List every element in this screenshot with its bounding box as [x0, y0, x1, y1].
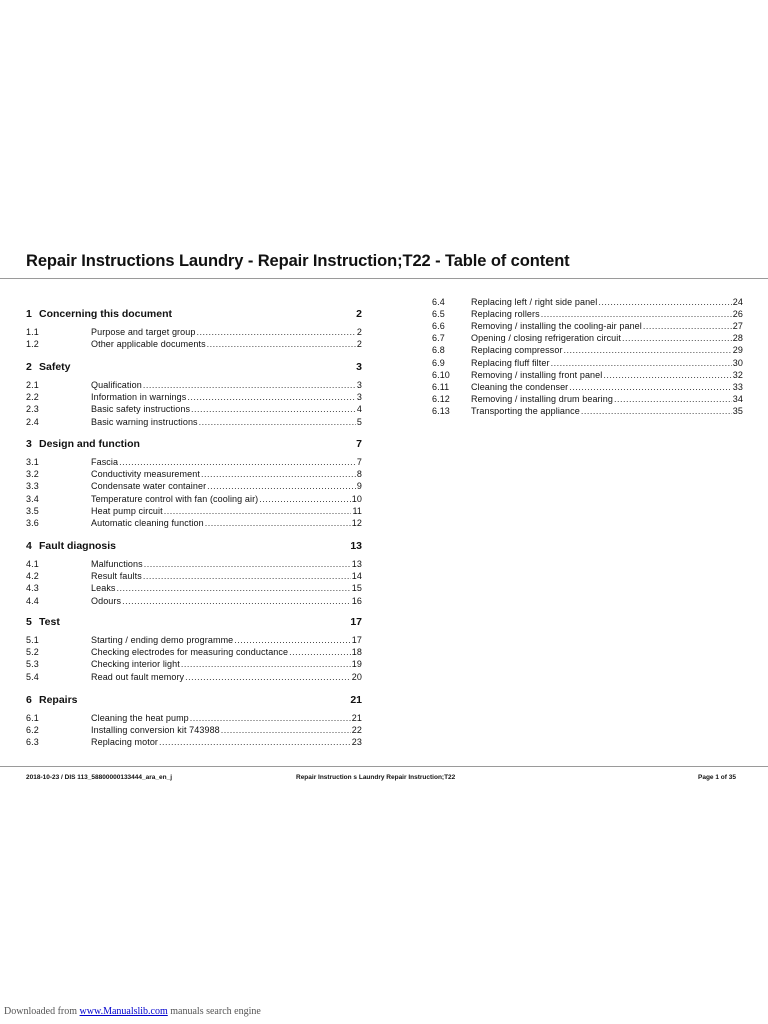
- section-heading-text: [26, 540, 116, 552]
- entry-label: Replacing compressor: [471, 345, 563, 356]
- dot-leader: [181, 659, 351, 669]
- dot-leader: [622, 333, 732, 343]
- toc-entry[interactable]: [26, 494, 362, 504]
- entry-label: Removing / installing drum bearing: [471, 393, 613, 404]
- toc-entry[interactable]: [26, 392, 362, 402]
- entry-page: 26: [732, 309, 743, 320]
- entry-page: 23: [351, 737, 362, 748]
- entry-number: 3.2: [26, 469, 39, 480]
- section-number: 4: [26, 540, 32, 552]
- dot-leader: [207, 339, 356, 349]
- section-number: 5: [26, 616, 32, 628]
- toc-entry[interactable]: [432, 394, 743, 404]
- manualslib-link[interactable]: www.Manualslib.com: [79, 1006, 168, 1017]
- page-title: Repair Instructions Laundry - Repair Instruction;T22 - Table of content: [26, 252, 570, 270]
- toc-entry[interactable]: [26, 417, 362, 427]
- entry-number: 6.6: [432, 321, 445, 332]
- entry-page: 15: [351, 583, 362, 594]
- dot-leader: [119, 457, 356, 467]
- dot-leader: [603, 370, 731, 380]
- entry-number: 6.7: [432, 333, 445, 344]
- entry-page: 9: [356, 481, 362, 492]
- entry-number: 6.4: [432, 297, 445, 307]
- entry-page: 10: [351, 493, 362, 504]
- section-heading-text: [26, 616, 60, 628]
- entry-page: 21: [351, 713, 362, 723]
- dot-leader: [122, 596, 351, 606]
- toc-entry[interactable]: [432, 370, 743, 380]
- entry-number: 5.4: [26, 671, 39, 682]
- dot-leader: [551, 358, 732, 368]
- toc-entry[interactable]: [432, 406, 743, 416]
- section-heading-text: [26, 694, 78, 706]
- footer-document-id: 2018-10-23 / DIS 113_58800000133444_ara_en_j: [26, 774, 173, 781]
- dot-leader: [643, 321, 732, 331]
- entry-page: 22: [351, 725, 362, 736]
- entry-page: 29: [732, 345, 743, 356]
- entry-page: 3: [356, 392, 362, 403]
- entry-label: Read out fault memory: [91, 671, 185, 682]
- toc-entry[interactable]: [432, 382, 743, 392]
- entry-number: 6.1: [26, 713, 39, 723]
- entry-label: Purpose and target group: [91, 327, 196, 337]
- dot-leader: [117, 583, 351, 593]
- toc-entry[interactable]: [26, 737, 362, 747]
- entry-page: 12: [351, 518, 362, 528]
- section-page: 13: [350, 540, 362, 552]
- toc-entry[interactable]: [432, 309, 743, 319]
- entry-page: 3: [356, 380, 362, 390]
- entry-page: 14: [351, 571, 362, 582]
- entry-page: 32: [732, 369, 743, 380]
- footer-page-number: Page 1 of 35: [698, 774, 736, 781]
- entry-number: 3.1: [26, 457, 39, 467]
- dot-leader: [259, 494, 351, 504]
- entry-label: Condensate water container: [91, 481, 207, 492]
- entry-number: 4.2: [26, 571, 39, 582]
- toc-section-heading[interactable]: [26, 308, 362, 320]
- dot-leader: [201, 469, 356, 479]
- toc-entry[interactable]: [26, 327, 362, 337]
- entry-label: Result faults: [91, 571, 142, 582]
- section-title: Test: [39, 616, 60, 628]
- dot-leader: [143, 571, 351, 581]
- toc-entry[interactable]: [26, 469, 362, 479]
- entry-label: Basic warning instructions: [91, 416, 198, 427]
- entry-page: 34: [732, 393, 743, 404]
- entry-label: Removing / installing front panel: [471, 369, 603, 380]
- dot-leader: [205, 518, 351, 528]
- entry-label: Malfunctions: [91, 559, 143, 569]
- toc-entry[interactable]: [432, 321, 743, 331]
- toc-entry[interactable]: [26, 635, 362, 645]
- entry-number: 2.3: [26, 404, 39, 415]
- entry-page: 33: [732, 381, 743, 392]
- section-page: 7: [356, 438, 362, 450]
- entry-number: 1.1: [26, 327, 39, 337]
- download-suffix: manuals search engine: [170, 1006, 261, 1017]
- footer-divider: [0, 766, 768, 767]
- dot-leader: [144, 559, 351, 569]
- section-heading-text: [26, 438, 140, 450]
- entry-number: 4.1: [26, 559, 39, 569]
- dot-leader: [143, 380, 356, 390]
- entry-number: 2.4: [26, 416, 39, 427]
- entry-label: Other applicable documents: [91, 339, 206, 350]
- toc-entry[interactable]: [26, 481, 362, 491]
- entry-page: 5: [356, 416, 362, 427]
- entry-number: 3.4: [26, 493, 39, 504]
- entry-page: 30: [732, 357, 743, 368]
- toc-entry[interactable]: [26, 583, 362, 593]
- section-number: 1: [26, 308, 32, 320]
- entry-page: 28: [732, 333, 743, 344]
- entry-number: 2.2: [26, 392, 39, 403]
- dot-leader: [196, 327, 355, 337]
- dot-leader: [289, 647, 351, 657]
- toc-entry[interactable]: [26, 457, 362, 467]
- toc-entry[interactable]: [432, 333, 743, 343]
- toc-entry[interactable]: [26, 672, 362, 682]
- entry-label: Replacing fluff filter: [471, 357, 550, 368]
- entry-label: Conductivity measurement: [91, 469, 200, 480]
- entry-page: 8: [356, 469, 362, 480]
- entry-label: Cleaning the heat pump: [91, 713, 189, 723]
- entry-page: 19: [351, 659, 362, 670]
- dot-leader: [185, 672, 351, 682]
- entry-label: Removing / installing the cooling-air panel: [471, 321, 642, 332]
- toc-entry[interactable]: [26, 380, 362, 390]
- entry-page: 16: [351, 595, 362, 606]
- entry-page: 18: [351, 647, 362, 658]
- dot-leader: [199, 417, 356, 427]
- entry-number: 6.3: [26, 737, 39, 748]
- entry-number: 6.9: [432, 357, 445, 368]
- entry-number: 3.6: [26, 518, 39, 528]
- entry-page: 2: [356, 327, 362, 337]
- dot-leader: [564, 345, 732, 355]
- header-divider: [0, 278, 768, 279]
- entry-number: 5.3: [26, 659, 39, 670]
- entry-number: 5.1: [26, 635, 39, 645]
- entry-label: Replacing left / right side panel: [471, 297, 598, 307]
- section-title: Repairs: [39, 694, 78, 706]
- section-title: Concerning this document: [39, 308, 173, 320]
- download-notice: [4, 1006, 261, 1017]
- entry-label: Replacing rollers: [471, 309, 540, 320]
- toc-entry[interactable]: [26, 559, 362, 569]
- entry-label: Information in warnings: [91, 392, 187, 403]
- dot-leader: [190, 713, 351, 723]
- footer-document-title: Repair Instruction s Laundry Repair Instruction;T22: [296, 774, 456, 781]
- entry-page: 2: [356, 339, 362, 350]
- entry-page: 4: [356, 404, 362, 415]
- section-page: 2: [356, 308, 362, 320]
- section-heading-text: [26, 308, 172, 320]
- entry-label: Opening / closing refrigeration circuit: [471, 333, 621, 344]
- entry-page: 35: [732, 405, 743, 416]
- entry-number: 4.4: [26, 595, 39, 606]
- toc-entry[interactable]: [26, 506, 362, 516]
- entry-number: 6.10: [432, 369, 450, 380]
- entry-label: Replacing motor: [91, 737, 159, 748]
- toc-section-heading[interactable]: [26, 694, 362, 706]
- entry-number: 6.12: [432, 393, 450, 404]
- toc-entry[interactable]: [26, 647, 362, 657]
- entry-number: 1.2: [26, 339, 39, 350]
- download-prefix: Downloaded from: [4, 1006, 78, 1017]
- entry-page: 24: [732, 297, 743, 307]
- toc-section-heading[interactable]: [26, 540, 362, 552]
- entry-number: 2.1: [26, 380, 39, 390]
- section-page: 17: [350, 616, 362, 628]
- section-page: 21: [350, 694, 362, 706]
- entry-number: 4.3: [26, 583, 39, 594]
- dot-leader: [164, 506, 352, 516]
- entry-label: Temperature control with fan (cooling air): [91, 493, 259, 504]
- dot-leader: [191, 404, 356, 414]
- entry-page: 11: [352, 505, 362, 516]
- entry-label: Automatic cleaning function: [91, 518, 204, 528]
- entry-page: 17: [351, 635, 362, 645]
- dot-leader: [541, 309, 732, 319]
- entry-label: Cleaning the condenser: [471, 381, 569, 392]
- toc-entry[interactable]: [26, 571, 362, 581]
- entry-label: Installing conversion kit 743988: [91, 725, 220, 736]
- entry-number: 6.13: [432, 405, 450, 416]
- entry-number: 3.5: [26, 505, 39, 516]
- section-page: 3: [356, 361, 362, 373]
- entry-number: 5.2: [26, 647, 39, 658]
- entry-label: Checking electrodes for measuring conductance: [91, 647, 289, 658]
- dot-leader: [221, 725, 351, 735]
- entry-number: 3.3: [26, 481, 39, 492]
- entry-label: Basic safety instructions: [91, 404, 191, 415]
- toc-entry[interactable]: [26, 659, 362, 669]
- dot-leader: [159, 737, 351, 747]
- entry-page: 13: [351, 559, 362, 569]
- dot-leader: [581, 406, 732, 416]
- entry-label: Checking interior light: [91, 659, 180, 670]
- toc-entry[interactable]: [26, 596, 362, 606]
- entry-label: Fascia: [91, 457, 119, 467]
- section-title: Safety: [39, 361, 71, 373]
- section-title: Fault diagnosis: [39, 540, 117, 552]
- toc-entry[interactable]: [26, 518, 362, 528]
- toc-entry[interactable]: [432, 358, 743, 368]
- toc-section-heading[interactable]: [26, 438, 362, 450]
- entry-page: 27: [732, 321, 743, 332]
- toc-entry[interactable]: [26, 725, 362, 735]
- entry-number: 6.8: [432, 345, 445, 356]
- entry-page: 7: [356, 457, 362, 467]
- toc-section-heading[interactable]: [26, 361, 362, 373]
- dot-leader: [187, 392, 356, 402]
- toc-entry[interactable]: [26, 713, 362, 723]
- dot-leader: [234, 635, 351, 645]
- entry-label: Transporting the appliance: [471, 405, 580, 416]
- toc-entry[interactable]: [432, 297, 743, 307]
- section-title: Design and function: [39, 438, 140, 450]
- entry-label: Heat pump circuit: [91, 505, 163, 516]
- dot-leader: [569, 382, 732, 392]
- entry-label: Odours: [91, 595, 122, 606]
- entry-number: 6.11: [432, 381, 450, 392]
- section-number: 6: [26, 694, 32, 706]
- entry-number: 6.2: [26, 725, 39, 736]
- toc-entry[interactable]: [26, 404, 362, 414]
- toc-entry[interactable]: [26, 339, 362, 349]
- entry-label: Starting / ending demo programme: [91, 635, 234, 645]
- section-number: 3: [26, 438, 32, 450]
- toc-entry[interactable]: [432, 345, 743, 355]
- section-number: 2: [26, 361, 32, 373]
- toc-section-heading[interactable]: [26, 616, 362, 628]
- dot-leader: [207, 481, 356, 491]
- entry-label: Qualification: [91, 380, 142, 390]
- section-heading-text: [26, 361, 71, 373]
- entry-page: 20: [351, 671, 362, 682]
- dot-leader: [614, 394, 732, 404]
- entry-number: 6.5: [432, 309, 445, 320]
- dot-leader: [598, 297, 731, 307]
- entry-label: Leaks: [91, 583, 116, 594]
